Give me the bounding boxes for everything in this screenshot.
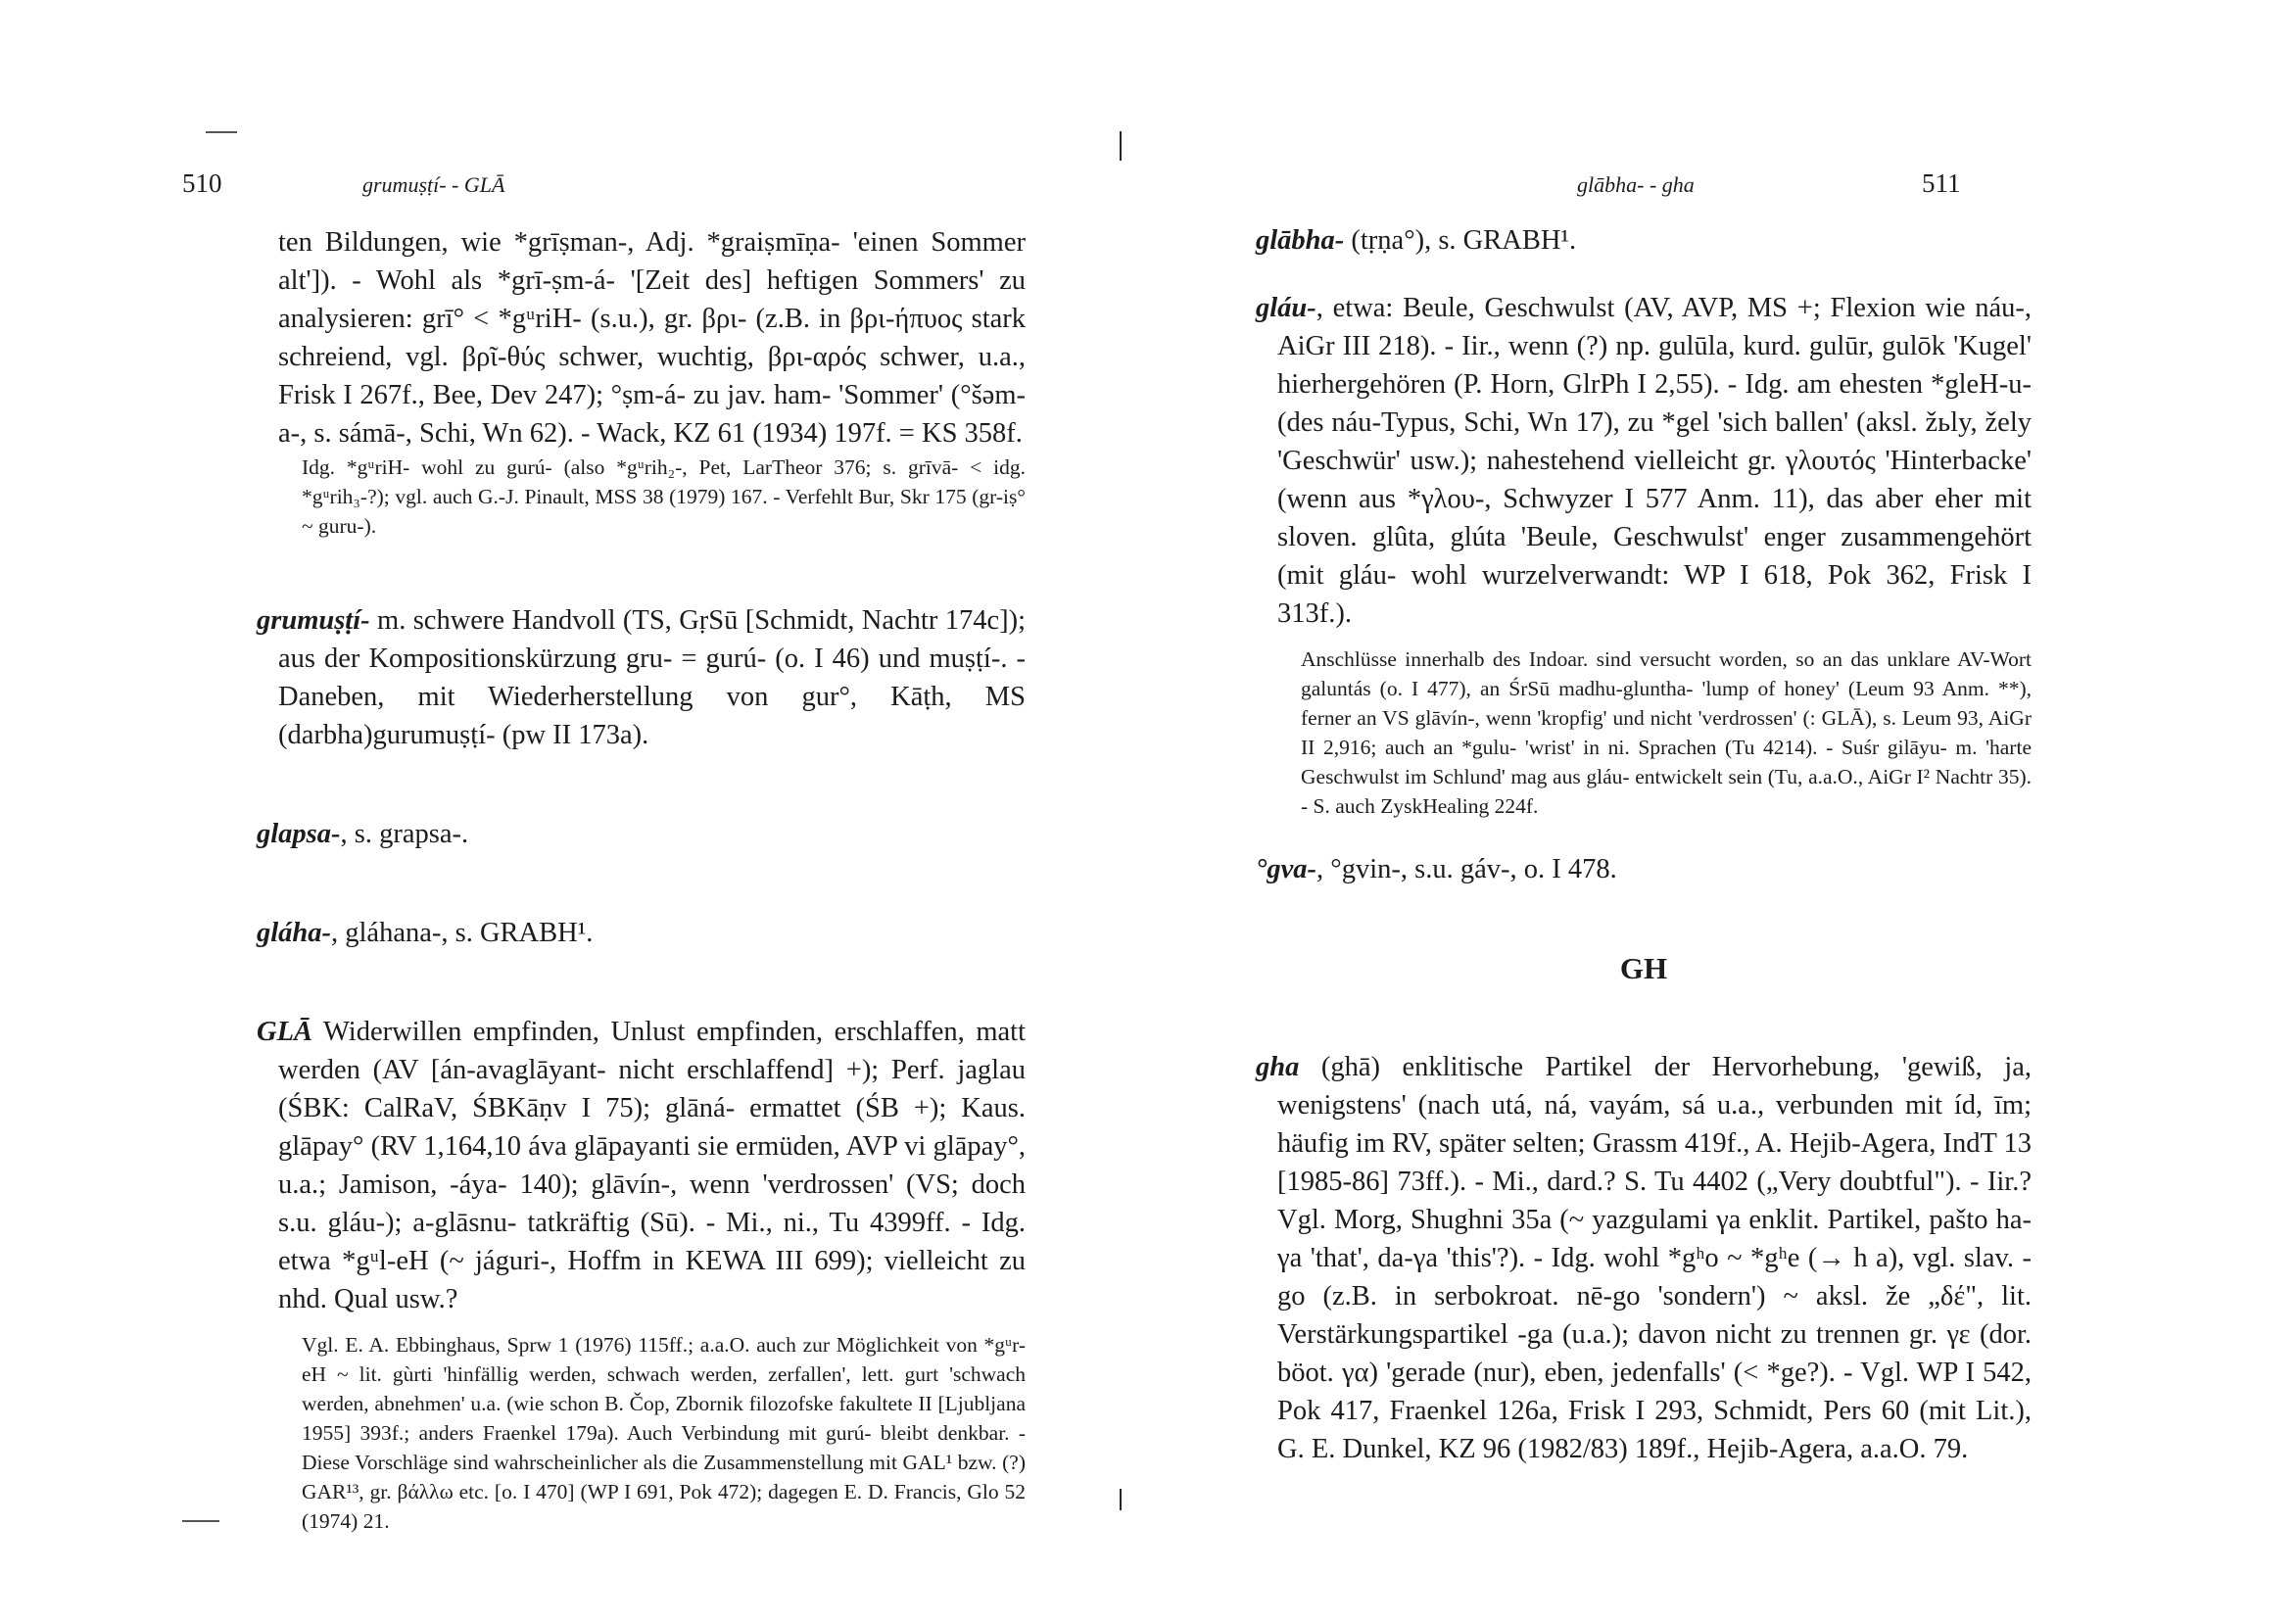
dictionary-entry	[257, 1013, 1026, 1318]
entry-headword: glapsa-	[257, 819, 341, 849]
spacer	[1256, 821, 2032, 850]
spacer	[257, 1318, 1026, 1330]
dictionary-entry	[1256, 221, 2032, 260]
corner-rule	[206, 131, 237, 133]
spacer	[257, 853, 1026, 914]
entry-headword: glābha-	[1256, 225, 1345, 256]
entry-body: (tṛṇa°), s. GRABH¹.	[1344, 225, 1577, 256]
dictionary-entry	[1256, 850, 2032, 888]
dictionary-entry	[257, 914, 1026, 952]
right-page	[1148, 0, 2296, 1622]
dictionary-entry	[257, 815, 1026, 853]
entry-body: , s. grapsa-.	[340, 819, 469, 849]
spacer	[1256, 633, 2032, 644]
entry-headword: gláha-	[257, 918, 332, 948]
gutter-mark	[1120, 1489, 1122, 1510]
entry-body: , °gvin-, s.u. gáv-, o. I 478.	[1316, 854, 1617, 884]
left-text-column	[257, 223, 1026, 1536]
spacer	[257, 952, 1026, 1013]
spacer	[1256, 260, 2032, 289]
dictionary-entry	[1256, 289, 2032, 633]
entry-headword: gha	[1256, 1052, 1300, 1082]
running-head: glābha- - gha	[1577, 172, 1695, 197]
running-head: grumuṣṭí- - GLĀ	[362, 172, 505, 197]
right-text-column	[1256, 221, 2032, 1468]
spacer	[257, 541, 1026, 601]
spacer	[1256, 888, 2032, 949]
corner-rule	[182, 1520, 219, 1522]
spacer	[257, 754, 1026, 815]
dictionary-entry	[257, 601, 1026, 754]
page-number: 510	[182, 168, 222, 198]
page-number: 511	[1922, 168, 1961, 198]
entry-body: Widerwillen empfinden, Unlust empfinden, erschlaffen, matt werden (AV [án-avaglāyant- nicht erschlaffend] +); Perf. jaglau (ŚBK: CalRaV, ŚBKāṇv I 75); glāná- ermattet (ŚB +); Kaus. glāpay° (RV 1,164,10 áva glāpayanti sie ermüden, AVP vi glāpay°, u.a.; Jamison, -áya- 140); glāvín-, wenn 'verdrossen' (VS; doch s.u. gláu-); a-glāsnu- tatkräftig (Sū). - Mi., ni., Tu 4399ff. - Idg. etwa *gᵘl-eH (~ jáguri-, Hoffm in KEWA III 699); vielleicht zu nhd. Qual usw.?	[278, 1017, 1026, 1314]
entry-headword: °gva-	[1256, 854, 1317, 884]
footnote-paragraph: Vgl. E. A. Ebbinghaus, Sprw 1 (1976) 115ff.; a.a.O. auch zur Möglichkeit von *gᵘr-eH ~ lit. gùrti 'hinfällig werden, schwach werden, zerfallen', lett. gurt 'schwach werden, abnehmen' u.a. (wie schon B. Čop, Zbornik filozofske fakultete II [Ljubljana 1955] 393f.; anders Fraenkel 179a). Auch Verbindung mit gurú- bleibt denkbar. - Diese Vorschläge sind wahrscheinlicher als die Zusammenstellung mit GAL¹ bzw. (?) GAR¹³, gr. βάλλω etc. [o. I 470] (WP I 691, Pok 472); dagegen E. D. Francis, Glo 52 (1974) 21.	[302, 1333, 1026, 1533]
section-heading: GH	[1619, 951, 1668, 985]
entry-body: (ghā) enklitische Partikel der Hervorhebung, 'gewiß, ja, wenigstens' (nach utá, ná, vayám, sá u.a., verbunden mit íd, īm; häufig im RV, später selten; Grassm 419f., A. Hejib-Agera, IndT 13 [1985-86] 73ff.). - Mi., dard.? S. Tu 4402 („Very doubtful"). - Iir.? Vgl. Morg, Shughni 35a (~ yazgulami γa enklit. Partikel, pašto ha-γa 'that', da-γa 'this'?). - Idg. wohl *gʰo ~ *gʰe (→ h a), vgl. slav. -go (z.B. in serbokroat. nē-go 'sondern') ~ aksl. že „δέ", lit. Verstärkungspartikel -ga (u.a.); davon nicht zu trennen gr. γε (dor. böot. γα) 'gerade (nur), eben, jedenfalls' (< *ge?). - Vgl. WP I 542, Pok 417, Fraenkel 126a, Frisk I 293, Schmidt, Pers 60 (mit Lit.), G. E. Dunkel, KZ 96 (1982/83) 189f., Hejib-Agera, a.a.O. 79.	[1277, 1052, 2032, 1464]
spacer	[1256, 987, 2032, 1048]
entry-body: , etwa: Beule, Geschwulst (AV, AVP, MS +; Flexion wie náu-, AiGr III 218). - Iir., wenn (?) np. gulūla, kurd. gulūr, gulōk 'Kugel' hierhergehören (P. Horn, GlrPh I 2,55). - Idg. am ehesten *gleH-u- (des náu-Typus, Schi, Wn 17), zu *gel 'sich ballen' (aksl. žьly, žely 'Geschwür' usw.); nahestehend vielleicht gr. γλουτός 'Hinterbacke' (wenn aus *γλου-, Schwyzer I 577 Anm. 11), das aber eher mit sloven. glûta, glúta 'Beule, Geschwulst' enger zusammengehört (mit gláu- wohl wurzelverwandt: WP I 618, Pok 362, Frisk I 313f.).	[1277, 293, 2032, 629]
dictionary-entry	[1256, 1048, 2032, 1468]
entry-headword: gláu-	[1256, 293, 1316, 323]
entry-headword: grumuṣṭí-	[257, 605, 370, 636]
gutter-mark	[1120, 131, 1122, 161]
entry-headword: GLĀ	[257, 1017, 312, 1047]
footnote-paragraph: Idg. *gᵘriH- wohl zu gurú- (also *gᵘrih₂-, Pet, LarTheor 376; s. grīvā- < idg. *gᵘrih₃-?); vgl. auch G.-J. Pinault, MSS 38 (1979) 167. - Verfehlt Bur, Skr 175 (gr-iṣ° ~ guru-).	[302, 455, 1026, 538]
entry-body: m. schwere Handvoll (TS, GṛSū [Schmidt, Nachtr 174c]); aus der Kompositionskürzung gru- = gurú- (o. I 46) und muṣṭí-. - Daneben, mit Wiederherstellung von gur°, Kāṭh, MS (darbha)gurumuṣṭí- (pw II 173a).	[278, 605, 1026, 750]
entry-body: , gláhana-, s. GRABH¹.	[331, 918, 594, 948]
footnote-paragraph: Anschlüsse innerhalb des Indoar. sind versucht worden, so an das unklare AV-Wort galuntás (o. I 477), an ŚrSū madhu-gluntha- 'lump of honey' (Leum 93 Anm. **), ferner an VS glāvín-, wenn 'kropfig' und nicht 'verdrossen' (: GLĀ), s. Leum 93, AiGr II 2,916; auch an *gulu- 'wrist' in ni. Sprachen (Tu 4214). - Suśr gilāyu- m. 'harte Geschwulst im Schlund' mag aus gláu- entwickelt sein (Tu, a.a.O., AiGr I² Nachtr 35). - S. auch ZyskHealing 224f.	[1301, 647, 2032, 818]
entry-continuation: ten Bildungen, wie *grīṣman-, Adj. *graiṣmīṇa- 'einen Sommer alt']). - Wohl als *grī-ṣm-á- '[Zeit des] heftigen Sommers' zu analysieren: grī° < *gᵘriH- (s.u.), gr. βρι- (z.B. in βρι-ήπυος stark schreiend, vgl. βρῖ-θύς schwer, wuchtig, βρι-αρός schwer, u.a., Frisk I 267f., Bee, Dev 247); °ṣm-á- zu jav. ham- 'Sommer' (°šəm-a-, s. sámā-, Schi, Wn 62). - Wack, KZ 61 (1934) 197f. = KS 358f.	[278, 227, 1026, 449]
